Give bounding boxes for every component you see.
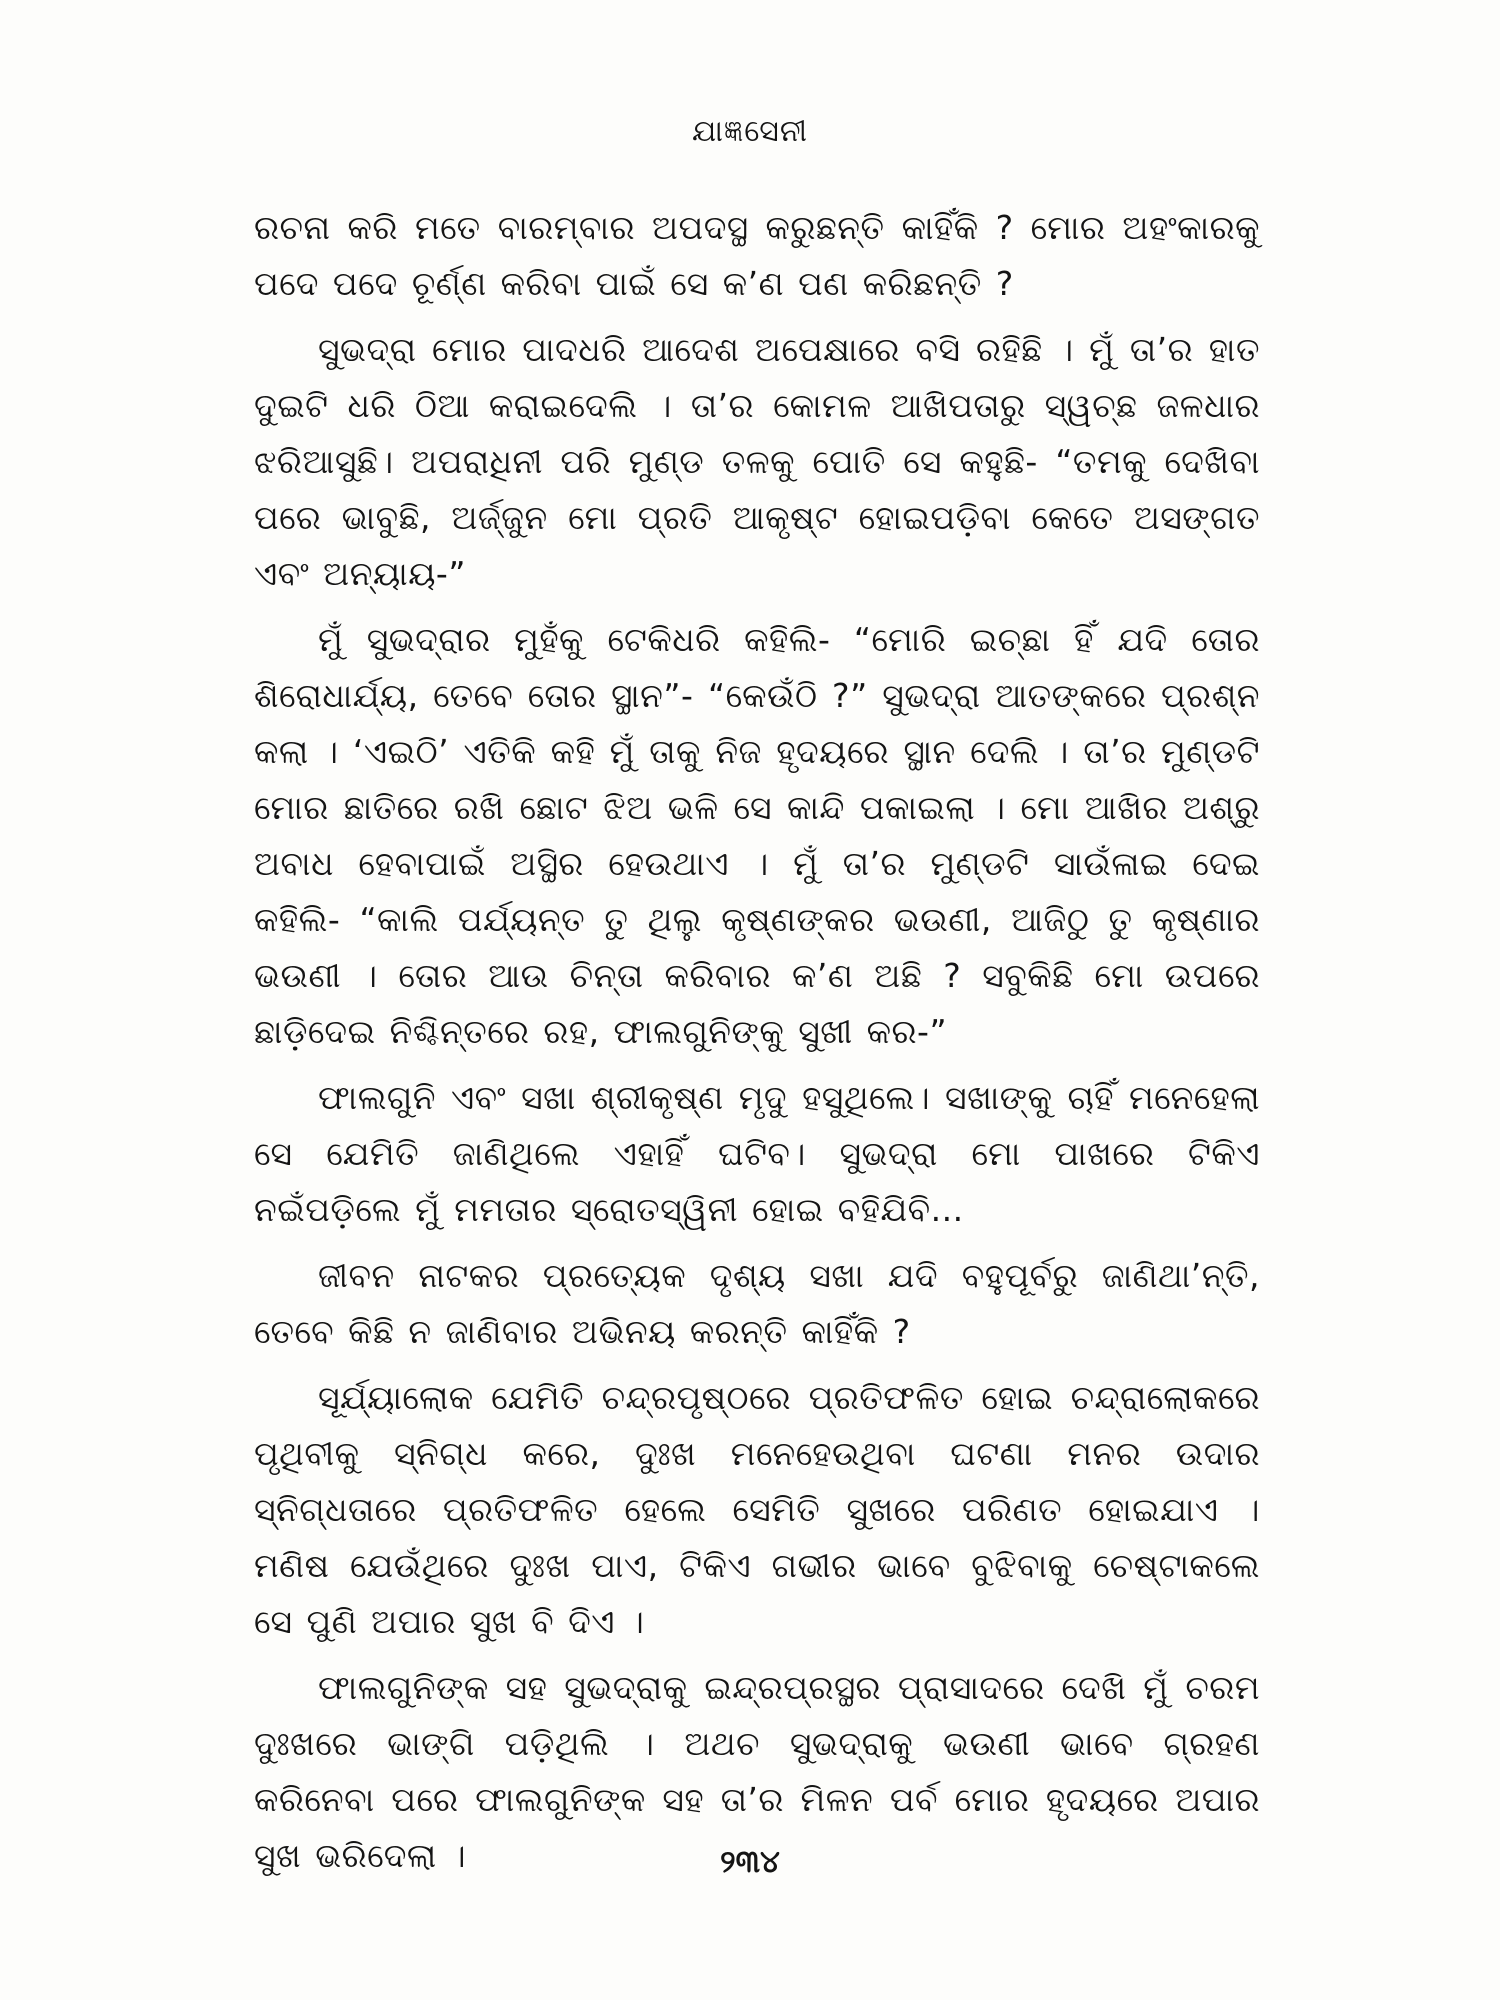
paragraph: ଫାଲଗୁନିଙ୍କ ସହ ସୁଭଦ୍ରାକୁ ଇନ୍ଦ୍ରପ୍ରସ୍ଥର ପ୍ରାସାଦରେ ଦେଖି ମୁଁ ଚରମ ଦୁଃଖରେ ଭାଙ୍ଗି ପଡ଼ିଥିଲି । ଅଥଚ ସୁଭଦ୍ରାକୁ ଭଉଣୀ ଭାବେ ଗ୍ରହଣ କରିନେବା ପରେ ଫାଲଗୁନିଙ୍କ ସହ ତା’ର ମିଳନ ପର୍ବ ମୋର ହୃଦୟରେ ଅପାର ସୁଖ ଭରିଦେଲା । bbox=[254, 1668, 1260, 1875]
paragraph: ସୁଭଦ୍ରା ମୋର ପାଦଧରି ଆଦେଶ ଅପେକ୍ଷାରେ ବସି ରହିଛି । ମୁଁ ତା’ର ହାତ ଦୁଇଟି ଧରି ଠିଆ କରାଇଦେଲି । ତା’ର କୋମଳ ଆଖିପତାରୁ ସ୍ୱଚ୍ଛ ଜଳଧାର ଝରିଆସୁଛି। ଅପରାଧିନୀ ପରି ମୁଣ୍ଡ ତଳକୁ ପୋତି ସେ କହୁଛି- “ତମକୁ ଦେଖିବା ପରେ ଭାବୁଛି, ଅର୍ଜ୍ଜୁନ ମୋ ପ୍ରତି ଆକୃଷ୍ଟ ହୋଇପଡ଼ିବା କେତେ ଅସଙ୍ଗତ ଏବଂ ଅନ୍ୟାୟ-” bbox=[254, 330, 1260, 593]
body-text bbox=[254, 200, 1260, 1894]
paragraph: ମୁଁ ସୁଭଦ୍ରାର ମୁହଁକୁ ଟେକିଧରି କହିଲି- “ମୋରି ଇଚ୍ଛା ହିଁ ଯଦି ତୋର ଶିରୋଧାର୍ଯ୍ୟ, ତେବେ ତୋର ସ୍ଥାନ”- “କେଉଁଠି ?” ସୁଭଦ୍ରା ଆତଙ୍କରେ ପ୍ରଶ୍ନ କଲା । ‘ଏଇଠି’ ଏତିକି କହି ମୁଁ ତାକୁ ନିଜ ହୃଦୟରେ ସ୍ଥାନ ଦେଲି । ତା’ର ମୁଣ୍ଡଟି ମୋର ଛାତିରେ ରଖି ଛୋଟ ଝିଅ ଭଳି ସେ କାନ୍ଦି ପକାଇଲା । ମୋ ଆଖିର ଅଶ୍ରୁ ଅବାଧ ହେବାପାଇଁ ଅସ୍ଥିର ହେଉଥାଏ । ମୁଁ ତା’ର ମୁଣ୍ଡଟି ସାଉଁଳାଇ ଦେଇ କହିଲି- “କାଲି ପର୍ଯ୍ୟନ୍ତ ତୁ ଥିଲୁ କୃଷ୍ଣଙ୍କର ଭଉଣୀ, ଆଜିଠୁ ତୁ କୃଷ୍ଣାର ଭଉଣୀ । ତୋର ଆଉ ଚିନ୍ତା କରିବାର କ’ଣ ଅଛି ? ସବୁକିଛି ମୋ ଉପରେ ଛାଡ଼ିଦେଇ ନିଶ୍ଚିନ୍ତରେ ରହ, ଫାଲଗୁନିଙ୍କୁ ସୁଖୀ କର-” bbox=[254, 620, 1260, 1051]
paragraph-continuation: ରଚନା କରି ମତେ ବାରମ୍ବାର ଅପଦସ୍ଥ କରୁଛନ୍ତି କାହିଁକି ? ମୋର ଅହଂକାରକୁ ପଦେ ପଦେ ଚୂର୍ଣ୍ଣ କରିବା ପାଇଁ ସେ କ’ଣ ପଣ କରିଛନ୍ତି ? bbox=[254, 208, 1260, 303]
running-head: ଯାଜ୍ଞସେନୀ bbox=[691, 114, 809, 149]
paragraph: ଫାଲଗୁନି ଏବଂ ସଖା ଶ୍ରୀକୃଷ୍ଣ ମୃଦୁ ହସୁଥିଲେ। ସଖାଙ୍କୁ ଚାହିଁ ମନେହେଲା ସେ ଯେମିତି ଜାଣିଥିଲେ ଏହାହିଁ ଘଟିବ। ସୁଭଦ୍ରା ମୋ ପାଖରେ ଟିକିଏ ନଇଁପଡ଼ିଲେ ମୁଁ ମମତାର ସ୍ରୋତସ୍ୱିନୀ ହୋଇ ବହିଯିବି... bbox=[254, 1078, 1260, 1229]
page-number: ୨୩୪ bbox=[720, 1844, 780, 1880]
paragraph: ଜୀବନ ନାଟକର ପ୍ରତ୍ୟେକ ଦୃଶ୍ୟ ସଖା ଯଦି ବହୁପୂର୍ବରୁ ଜାଣିଥା’ନ୍ତି, ତେବେ କିଛି ନ ଜାଣିବାର ଅଭିନୟ କରନ୍ତି କାହିଁକି ? bbox=[254, 1256, 1260, 1351]
paragraph: ସୂର୍ଯ୍ୟାଲୋକ ଯେମିତି ଚନ୍ଦ୍ରପୃଷ୍ଠରେ ପ୍ରତିଫଳିତ ହୋଇ ଚନ୍ଦ୍ରାଲୋକରେ ପୃଥିବୀକୁ ସ୍ନିଗ୍ଧ କରେ, ଦୁଃଖ ମନେହେଉଥିବା ଘଟଣା ମନର ଉଦାର ସ୍ନିଗ୍ଧତାରେ ପ୍ରତିଫଳିତ ହେଲେ ସେମିତି ସୁଖରେ ପରିଣତ ହୋଇଯାଏ । ମଣିଷ ଯେଉଁଥିରେ ଦୁଃଖ ପାଏ, ଟିକିଏ ଗଭୀର ଭାବେ ବୁଝିବାକୁ ଚେଷ୍ଟାକଲେ ସେ ପୁଣି ଅପାର ସୁଖ ବି ଦିଏ । bbox=[254, 1378, 1260, 1641]
